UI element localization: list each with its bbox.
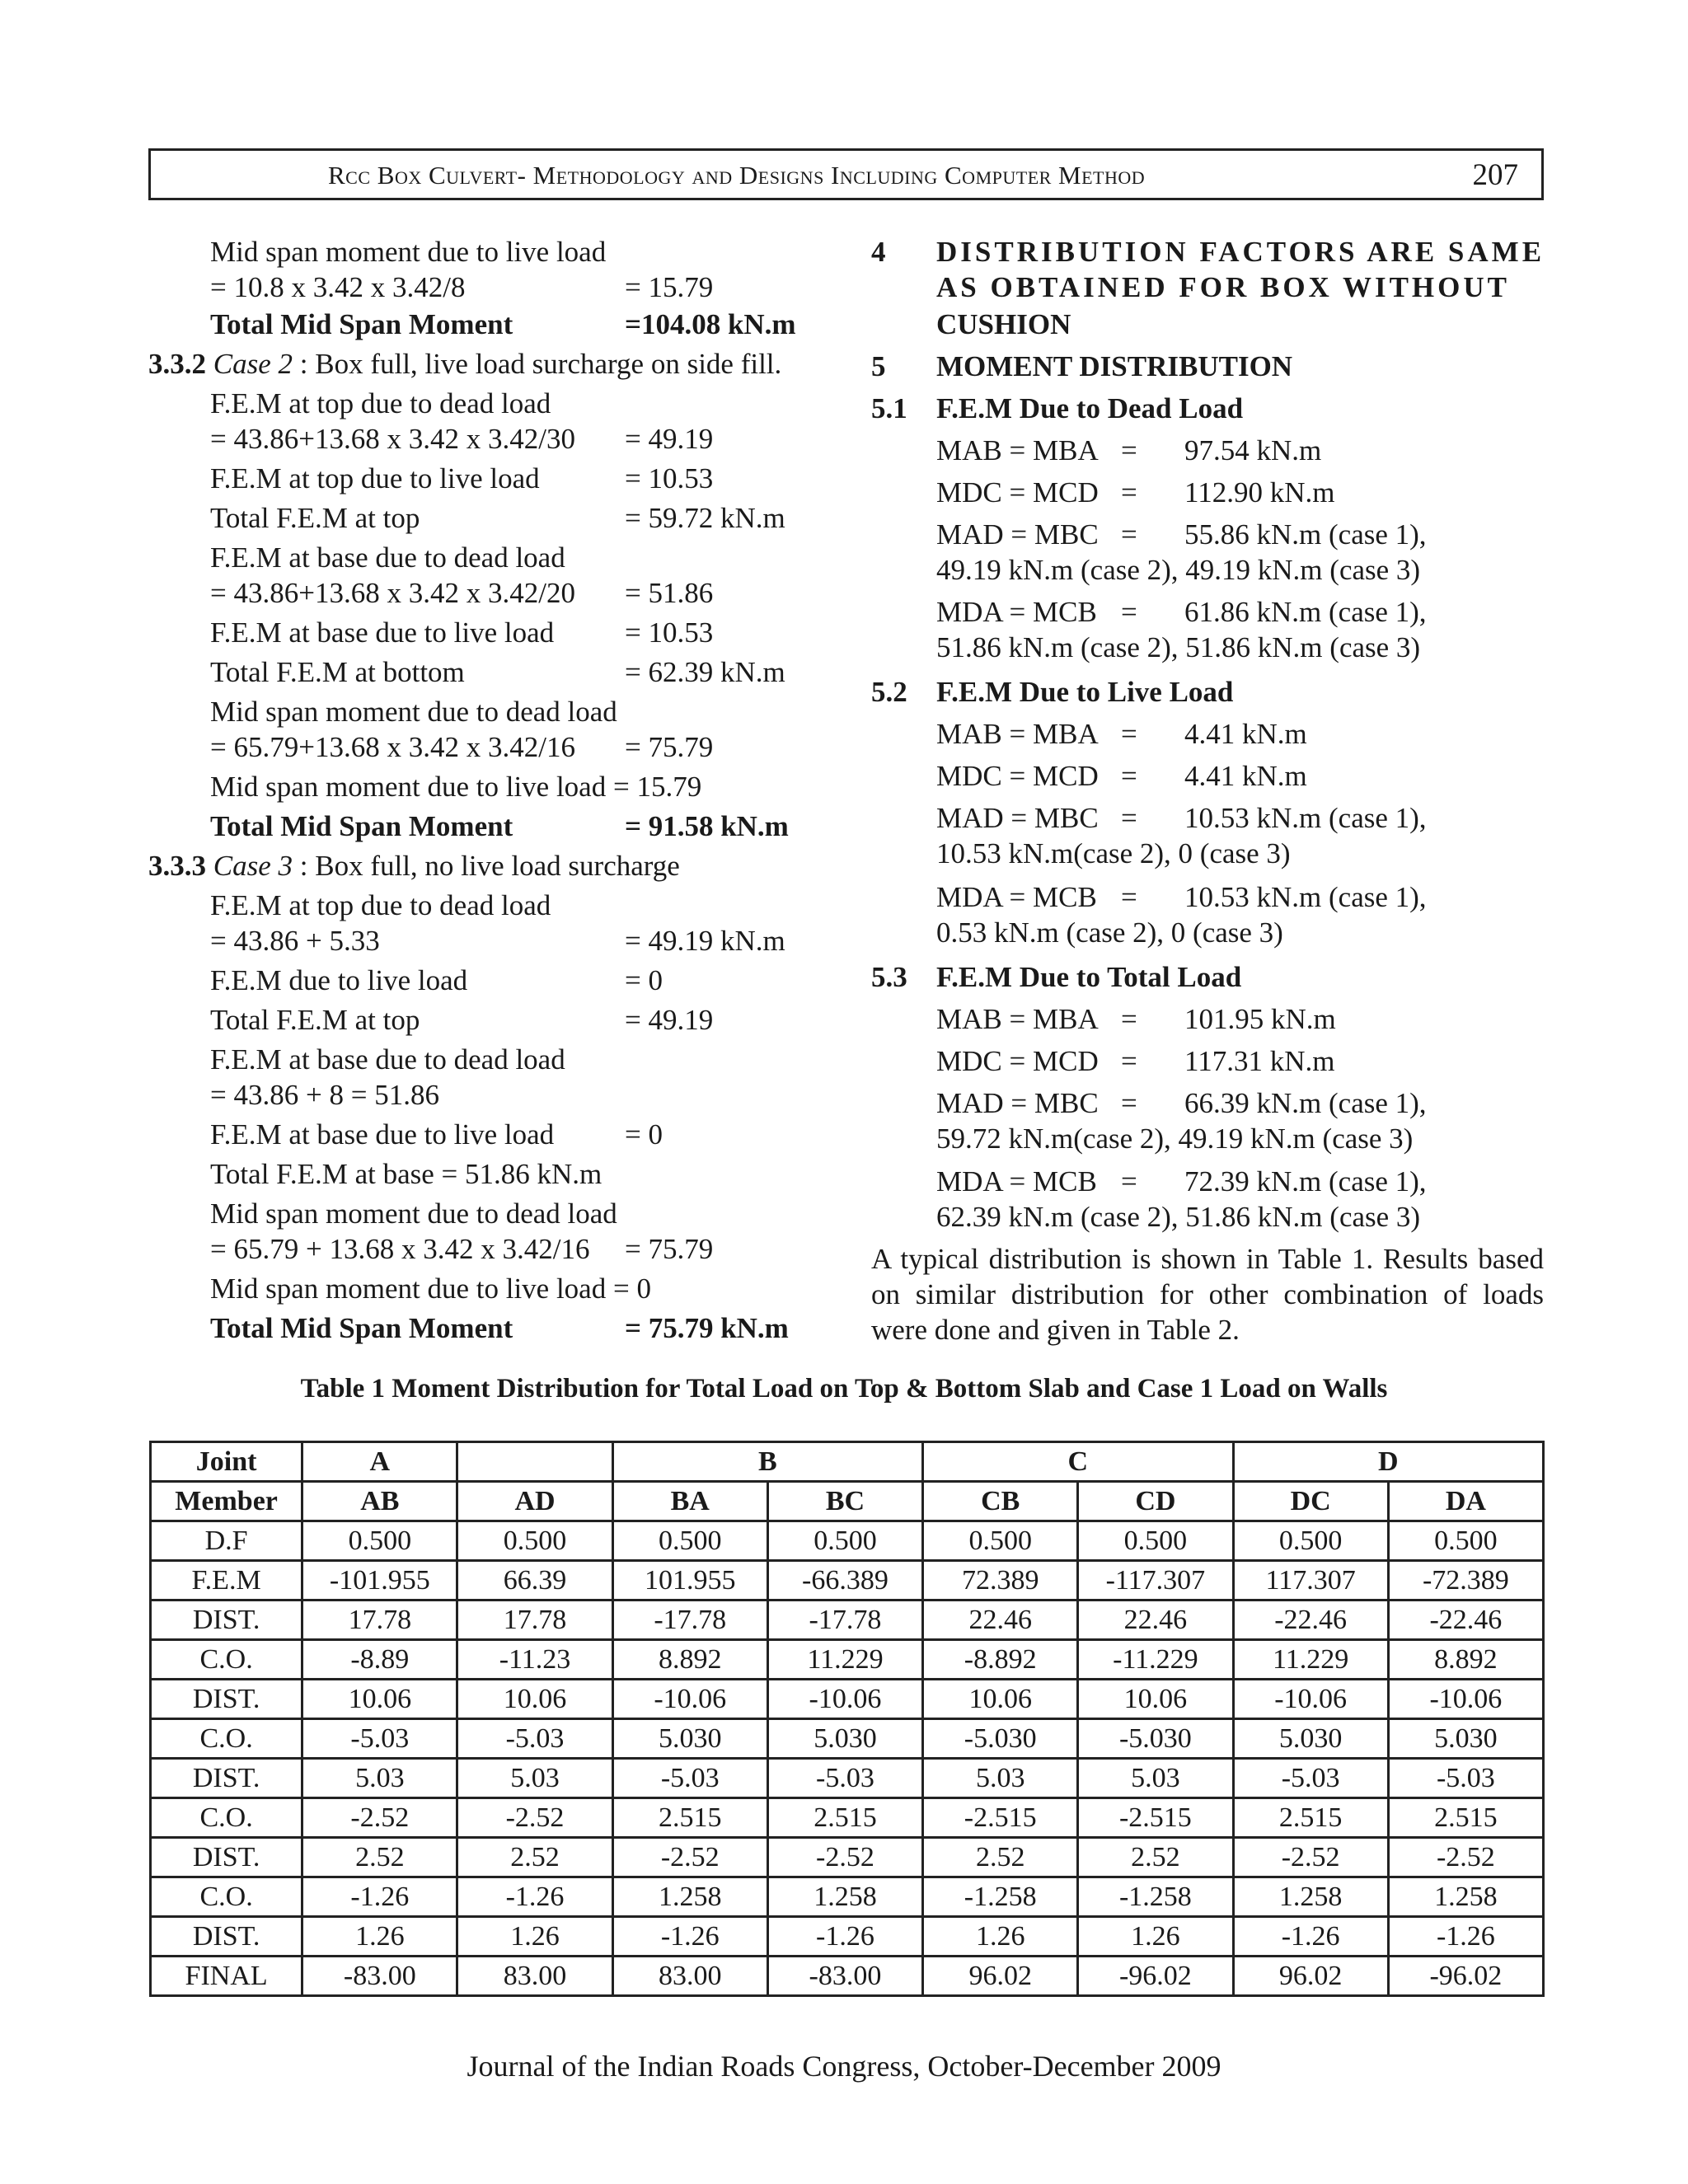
table-cell: 1.258	[612, 1877, 767, 1917]
table-cell: -11.229	[1078, 1640, 1233, 1680]
table-header-cell: Joint	[151, 1442, 302, 1482]
table-row-label: F.E.M	[151, 1561, 302, 1601]
table-cell: -83.00	[767, 1957, 922, 1996]
table-cell: -2.52	[457, 1798, 612, 1838]
equals-sign: =	[1121, 596, 1137, 628]
table-cell: -96.02	[1388, 1957, 1543, 1996]
table-cell: 0.500	[457, 1521, 612, 1561]
table-cell: -1.26	[612, 1917, 767, 1957]
text-line: Total Mid Span Moment	[210, 1312, 513, 1344]
table-cell: 10.06	[923, 1680, 1078, 1719]
equation-rhs: 10.53 kN.m (case 1),	[1184, 802, 1427, 834]
text-line: = 43.86 + 8 = 51.86	[210, 1079, 439, 1111]
table-cell: -1.258	[1078, 1877, 1233, 1917]
table-cell: 11.229	[1233, 1640, 1388, 1680]
text-line: Mid span moment due to dead load	[210, 1197, 617, 1230]
table-row-label: DIST.	[151, 1917, 302, 1957]
table-cell: 0.500	[767, 1521, 922, 1561]
table-row-label: DIST.	[151, 1601, 302, 1640]
table-header-cell: Member	[151, 1482, 302, 1521]
equals-sign: =	[1121, 476, 1137, 509]
table-cell: 22.46	[923, 1601, 1078, 1640]
equation-rhs: 97.54 kN.m	[1184, 434, 1322, 466]
text-line: = 65.79+13.68 x 3.42 x 3.42/16	[210, 731, 575, 763]
section-heading-4: DISTRIBUTION FACTORS ARE SAME	[936, 236, 1545, 268]
table-cell: 2.52	[1078, 1838, 1233, 1877]
text-line: Mid span moment due to dead load	[210, 696, 617, 728]
value: =104.08 kN.m	[625, 308, 796, 340]
equation-rhs: 61.86 kN.m (case 1),	[1184, 596, 1427, 628]
table-cell: -5.03	[302, 1719, 457, 1759]
table-cell: 0.500	[1233, 1521, 1388, 1561]
table-cell: 83.00	[457, 1957, 612, 1996]
text-line: Total F.E.M at base = 51.86 kN.m	[210, 1158, 603, 1190]
table-header-cell: AB	[302, 1482, 457, 1521]
equation-lhs: MDA = MCB	[936, 1165, 1097, 1197]
table-caption: Table 1 Moment Distribution for Total Load on Top & Bottom Slab and Case 1 Load on Walls	[300, 1374, 1388, 1404]
value: = 10.53	[625, 462, 714, 494]
table-cell: -5.03	[612, 1759, 767, 1798]
table-row	[151, 1640, 1544, 1680]
table-row	[151, 1521, 1544, 1561]
equation-rhs: 72.39 kN.m (case 1),	[1184, 1165, 1427, 1197]
table-cell: -17.78	[767, 1601, 922, 1640]
value: = 15.79	[625, 271, 714, 303]
equals-sign: =	[1121, 802, 1137, 834]
text-line: = 65.79 + 13.68 x 3.42 x 3.42/16	[210, 1233, 590, 1265]
table-row-label: C.O.	[151, 1798, 302, 1838]
equation-lhs: MDC = MCD	[936, 760, 1099, 792]
equation-continuation: 51.86 kN.m (case 2), 51.86 kN.m (case 3)	[936, 631, 1421, 663]
table-cell: 2.515	[1233, 1798, 1388, 1838]
table-cell: -117.307	[1078, 1561, 1233, 1601]
table-cell: -10.06	[1388, 1680, 1543, 1719]
table-row	[151, 1957, 1544, 1996]
value: = 49.19	[625, 1004, 714, 1036]
value: = 59.72 kN.m	[625, 502, 785, 534]
table-cell: 8.892	[612, 1640, 767, 1680]
table-cell: -2.52	[1388, 1838, 1543, 1877]
table-cell: -8.89	[302, 1640, 457, 1680]
text-line: Mid span moment due to live load = 0	[210, 1272, 651, 1305]
equation-continuation: 10.53 kN.m(case 2), 0 (case 3)	[936, 837, 1291, 869]
table-cell: -5.030	[1078, 1719, 1233, 1759]
section-number: 3.3.3	[148, 850, 206, 882]
text-line: F.E.M at base due to dead load	[210, 1043, 565, 1076]
table-row-label: C.O.	[151, 1719, 302, 1759]
table-cell: 10.06	[457, 1680, 612, 1719]
table-cell: -5.03	[1233, 1759, 1388, 1798]
equation-continuation: 49.19 kN.m (case 2), 49.19 kN.m (case 3)	[936, 554, 1421, 586]
value: = 91.58 kN.m	[625, 810, 789, 842]
table-cell: 2.52	[923, 1838, 1078, 1877]
table-row-label: C.O.	[151, 1640, 302, 1680]
table-cell: 83.00	[612, 1957, 767, 1996]
section-text: : Box full, live load surcharge on side fill.	[293, 348, 782, 380]
table-row-label: DIST.	[151, 1838, 302, 1877]
table-row-label: FINAL	[151, 1957, 302, 1996]
table-cell: 5.030	[612, 1719, 767, 1759]
equation-rhs: 117.31 kN.m	[1184, 1045, 1335, 1077]
table-cell: -11.23	[457, 1640, 612, 1680]
table-cell: -22.46	[1233, 1601, 1388, 1640]
table-cell: 72.389	[923, 1561, 1078, 1601]
table-cell: -2.52	[612, 1838, 767, 1877]
table-cell: -2.52	[767, 1838, 922, 1877]
table-cell: 5.030	[767, 1719, 922, 1759]
table-cell: 5.03	[1078, 1759, 1233, 1798]
running-header-title: Rcc Box Culvert- Methodology and Designs Including Computer Method	[328, 161, 1146, 190]
section-number: 5.1	[871, 392, 907, 424]
table-cell: 101.955	[612, 1561, 767, 1601]
text-line: F.E.M at top due to dead load	[210, 889, 551, 921]
equation-rhs: 66.39 kN.m (case 1),	[1184, 1087, 1427, 1119]
table-cell: 1.26	[457, 1917, 612, 1957]
table-row-label: D.F	[151, 1521, 302, 1561]
table-row	[151, 1877, 1544, 1917]
table-cell: -10.06	[767, 1680, 922, 1719]
section-number: 5.2	[871, 676, 907, 708]
table-header-row	[151, 1442, 1544, 1482]
equation-lhs: MDC = MCD	[936, 476, 1099, 509]
text-line: Total Mid Span Moment	[210, 308, 513, 340]
table-cell: -1.26	[1233, 1917, 1388, 1957]
page-number: 207	[1472, 158, 1518, 192]
value: = 10.53	[625, 616, 714, 649]
table-cell: -83.00	[302, 1957, 457, 1996]
body-paragraph: A typical distribution is shown in Table 1. Results based on similar distribution for other combination of loads were done and given in Table 2.	[871, 1243, 1544, 1346]
table-cell: 96.02	[923, 1957, 1078, 1996]
table-header-cell: CB	[923, 1482, 1078, 1521]
equation-rhs: 112.90 kN.m	[1184, 476, 1335, 509]
text-line: = 10.8 x 3.42 x 3.42/8	[210, 271, 466, 303]
text-line: Total Mid Span Moment	[210, 810, 513, 842]
table-header-cell: CD	[1078, 1482, 1233, 1521]
text-line: Total F.E.M at top	[210, 1004, 420, 1036]
table-cell: -101.955	[302, 1561, 457, 1601]
table-header-cell	[457, 1442, 612, 1482]
table-header-cell: AD	[457, 1482, 612, 1521]
table-cell: -10.06	[612, 1680, 767, 1719]
table-cell: 1.26	[1078, 1917, 1233, 1957]
table-row-label: DIST.	[151, 1759, 302, 1798]
text-line: Total F.E.M at bottom	[210, 656, 465, 688]
case-label: Case 2	[213, 348, 293, 380]
equals-sign: =	[1121, 1165, 1137, 1197]
table-row	[151, 1719, 1544, 1759]
equals-sign: =	[1121, 881, 1137, 913]
moment-distribution-table	[149, 1441, 1545, 1997]
table-cell: -5.03	[767, 1759, 922, 1798]
table-cell: 10.06	[302, 1680, 457, 1719]
table-cell: -17.78	[612, 1601, 767, 1640]
table-cell: -1.26	[767, 1917, 922, 1957]
table-cell: 17.78	[457, 1601, 612, 1640]
value: = 49.19	[625, 423, 714, 455]
table-cell: 0.500	[612, 1521, 767, 1561]
value: = 75.79	[625, 731, 714, 763]
equation-rhs: 10.53 kN.m (case 1),	[1184, 881, 1427, 913]
value: = 49.19 kN.m	[625, 925, 785, 957]
table-cell: -2.52	[302, 1798, 457, 1838]
equals-sign: =	[1121, 718, 1137, 750]
text-line: F.E.M at base due to live load	[210, 1118, 555, 1151]
text-line: F.E.M due to live load	[210, 964, 468, 996]
equation-lhs: MDA = MCB	[936, 596, 1097, 628]
equation-lhs: MAD = MBC	[936, 1087, 1099, 1119]
section-number: 4	[871, 236, 886, 268]
table-cell: 2.515	[1388, 1798, 1543, 1838]
text-line: F.E.M at base due to live load	[210, 616, 555, 649]
section-heading-5-2: F.E.M Due to Live Load	[936, 676, 1234, 708]
table-header-cell: C	[923, 1442, 1233, 1482]
table-cell: 0.500	[1388, 1521, 1543, 1561]
table-header-cell: DA	[1388, 1482, 1543, 1521]
equals-sign: =	[1121, 1087, 1137, 1119]
table-cell: -96.02	[1078, 1957, 1233, 1996]
section-text: : Box full, no live load surcharge	[293, 850, 680, 882]
case-label: Case 3	[213, 850, 293, 882]
table-header-cell: DC	[1233, 1482, 1388, 1521]
equation-rhs: 4.41 kN.m	[1184, 718, 1307, 750]
value: = 51.86	[625, 577, 714, 609]
table-row	[151, 1601, 1544, 1640]
equation-lhs: MAD = MBC	[936, 802, 1099, 834]
text-line: Mid span moment due to live load	[210, 236, 607, 268]
table-cell: 5.03	[302, 1759, 457, 1798]
table-cell: -1.26	[1388, 1917, 1543, 1957]
table-cell: -1.26	[457, 1877, 612, 1917]
table-cell: 5.03	[457, 1759, 612, 1798]
table-row	[151, 1680, 1544, 1719]
value: = 75.79 kN.m	[625, 1312, 789, 1344]
table-cell: 2.515	[767, 1798, 922, 1838]
text-line: F.E.M at top due to dead load	[210, 387, 551, 419]
text-line: F.E.M at base due to dead load	[210, 541, 565, 574]
table-cell: -2.515	[923, 1798, 1078, 1838]
text-line: Mid span moment due to live load = 15.79	[210, 771, 702, 803]
table-cell: 0.500	[923, 1521, 1078, 1561]
text-line: F.E.M at top due to live load	[210, 462, 540, 494]
table-cell: 17.78	[302, 1601, 457, 1640]
table-cell: 5.030	[1388, 1719, 1543, 1759]
section-number: 5	[871, 350, 886, 382]
table-cell: 11.229	[767, 1640, 922, 1680]
table-cell: 2.52	[457, 1838, 612, 1877]
section-heading-5-3: F.E.M Due to Total Load	[936, 961, 1242, 993]
table-header-cell: B	[612, 1442, 922, 1482]
equation-lhs: MDC = MCD	[936, 1045, 1099, 1077]
equation-lhs: MAD = MBC	[936, 518, 1099, 551]
section-heading-4: AS OBTAINED FOR BOX WITHOUT	[936, 271, 1510, 303]
table-cell: -5.03	[457, 1719, 612, 1759]
page-footer: Journal of the Indian Roads Congress, October-December 2009	[467, 2050, 1221, 2083]
table-cell: -10.06	[1233, 1680, 1388, 1719]
section-number: 5.3	[871, 961, 907, 993]
table-header-cell: A	[302, 1442, 457, 1482]
equation-continuation: 0.53 kN.m (case 2), 0 (case 3)	[936, 916, 1283, 949]
equation-lhs: MAB = MBA	[936, 1003, 1099, 1035]
table-cell: 117.307	[1233, 1561, 1388, 1601]
table-cell: 1.258	[767, 1877, 922, 1917]
equation-lhs: MAB = MBA	[936, 434, 1099, 466]
table-cell: -22.46	[1388, 1601, 1543, 1640]
equals-sign: =	[1121, 434, 1137, 466]
equation-rhs: 4.41 kN.m	[1184, 760, 1307, 792]
section-heading-5: MOMENT DISTRIBUTION	[936, 350, 1293, 382]
table-row-label: DIST.	[151, 1680, 302, 1719]
equation-rhs: 55.86 kN.m (case 1),	[1184, 518, 1427, 551]
table-row	[151, 1561, 1544, 1601]
table-cell: 1.26	[923, 1917, 1078, 1957]
table-cell: -1.26	[302, 1877, 457, 1917]
equals-sign: =	[1121, 1003, 1137, 1035]
equation-rhs: 101.95 kN.m	[1184, 1003, 1336, 1035]
table-cell: 66.39	[457, 1561, 612, 1601]
equation-lhs: MDA = MCB	[936, 881, 1097, 913]
table-cell: 10.06	[1078, 1680, 1233, 1719]
value: = 75.79	[625, 1233, 714, 1265]
text-line: Total F.E.M at top	[210, 502, 420, 534]
table-row-label: C.O.	[151, 1877, 302, 1917]
table-body	[151, 1521, 1544, 1996]
equals-sign: =	[1121, 518, 1137, 551]
table-row	[151, 1759, 1544, 1798]
table-row	[151, 1917, 1544, 1957]
section-heading-5-1: F.E.M Due to Dead Load	[936, 392, 1244, 424]
table-cell: 0.500	[1078, 1521, 1233, 1561]
table-cell: -66.389	[767, 1561, 922, 1601]
text-line: = 43.86+13.68 x 3.42 x 3.42/20	[210, 577, 575, 609]
table-cell: -72.389	[1388, 1561, 1543, 1601]
equation-continuation: 62.39 kN.m (case 2), 51.86 kN.m (case 3)	[936, 1201, 1421, 1233]
table-cell: -8.892	[923, 1640, 1078, 1680]
table-cell: -5.03	[1388, 1759, 1543, 1798]
table-cell: 96.02	[1233, 1957, 1388, 1996]
text-line: = 43.86+13.68 x 3.42 x 3.42/30	[210, 423, 575, 455]
table-cell: 1.258	[1233, 1877, 1388, 1917]
table-cell: 0.500	[302, 1521, 457, 1561]
table-cell: 2.515	[612, 1798, 767, 1838]
section-heading-4: CUSHION	[936, 308, 1071, 340]
table-cell: 5.03	[923, 1759, 1078, 1798]
equation-continuation: 59.72 kN.m(case 2), 49.19 kN.m (case 3)	[936, 1122, 1414, 1155]
equals-sign: =	[1121, 760, 1137, 792]
table-cell: -5.030	[923, 1719, 1078, 1759]
value: = 62.39 kN.m	[625, 656, 785, 688]
table-row	[151, 1838, 1544, 1877]
value: = 0	[625, 964, 663, 996]
table-cell: 8.892	[1388, 1640, 1543, 1680]
table-row	[151, 1798, 1544, 1838]
text-line: = 43.86 + 5.33	[210, 925, 380, 957]
table-cell: 22.46	[1078, 1601, 1233, 1640]
section-number: 3.3.2	[148, 348, 206, 380]
table-cell: -2.515	[1078, 1798, 1233, 1838]
equation-lhs: MAB = MBA	[936, 718, 1099, 750]
value: = 0	[625, 1118, 663, 1151]
equals-sign: =	[1121, 1045, 1137, 1077]
table-cell: 1.258	[1388, 1877, 1543, 1917]
table-cell: -1.258	[923, 1877, 1078, 1917]
table-header-row	[151, 1482, 1544, 1521]
table-header-cell: D	[1233, 1442, 1543, 1482]
table-cell: 1.26	[302, 1917, 457, 1957]
table-cell: 2.52	[302, 1838, 457, 1877]
table-header-cell: BC	[767, 1482, 922, 1521]
table-cell: -2.52	[1233, 1838, 1388, 1877]
table-cell: 5.030	[1233, 1719, 1388, 1759]
table-header-cell: BA	[612, 1482, 767, 1521]
